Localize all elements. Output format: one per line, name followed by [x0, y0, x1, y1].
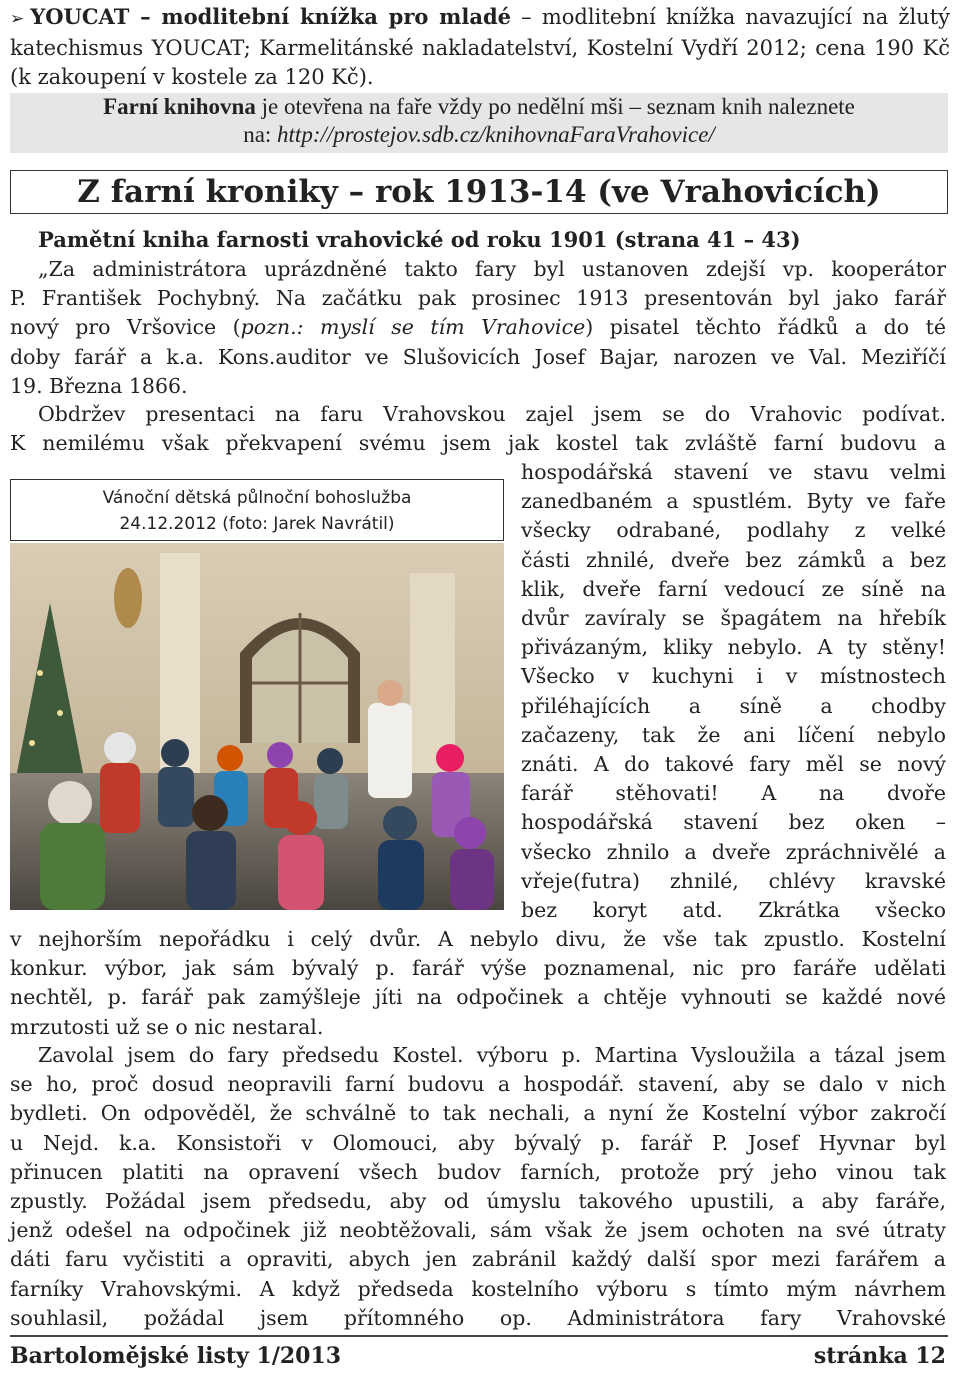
text-line: se ho, proč dosud neopravili farní budovu a hospodář. stavení, aby se dalo v nich [10, 1072, 946, 1097]
paragraph-2-column [521, 458, 946, 925]
text-line: části zhnilé, dveře bez zámků a bez [521, 547, 946, 572]
text-line: K nemilému však překvapení svému jsem jak kostel tak zvláště farní budovu a [10, 431, 946, 456]
text-line: přinucen platiti na opravení všech budov farních, protože prý jeho vinou tak [10, 1159, 946, 1184]
text-line: u Nejd. k.a. Konsistoři v Olomouci, aby bývalý p. farář P. Josef Hyvnar byl [10, 1130, 946, 1155]
library-notice [10, 93, 948, 153]
text-line: „Za administrátora uprázdněné takto fary byl ustanoven zdejší vp. kooperátor [38, 257, 946, 281]
text-line: Obdržev presentaci na faru Vrahovskou zajel jsem se do Vrahovic podívat. [38, 402, 946, 426]
text-line: vřeje(futra) zhnilé, chlévy kravské [521, 868, 946, 893]
photo-caption [10, 479, 504, 541]
text-line: konkur. výbor, jak sám bývalý p. farář výše poznamenal, nic pro faráře udělati [10, 956, 946, 981]
text-line: přiléhajících a síně a chodby [521, 693, 946, 718]
page-number: stránka 12 [813, 1343, 946, 1369]
text-line: souhlasil, požádal jsem přítomného op. Administrátora fary Vrahovské [10, 1305, 946, 1330]
text-line: mrzutosti už se o nic nestaral. [10, 1014, 324, 1039]
paragraph-1 [10, 255, 946, 401]
book-title: YOUCAT – modlitební knížka pro mladé [30, 4, 512, 29]
paragraph-2-end [10, 925, 946, 1042]
caption-line: Vánoční dětská půlnoční bohoslužba [102, 488, 412, 508]
text-line: 19. Března 1866. [10, 373, 188, 398]
text-line: přivázaným, kliky nebylo. A ty stěny! [521, 635, 946, 660]
book-description: – modlitební knížka navazující na žlutý katechismus YOUCAT; Karmelitánské nakladatelství, Kostelní Vydří 2012; cena 190 Kč (k zakoupení v kostele za 120 Kč). [10, 5, 951, 89]
text-line: doby farář a k.a. Kons.auditor ve Slušovicích Josef Bajar, narozen ve Val. Meziříčí [10, 344, 946, 369]
text-line: hospodářská stavení bez oken – [521, 810, 946, 835]
book-notice [10, 2, 950, 92]
text-line: klik, dveře farní vedoucí ze síně na [521, 576, 946, 601]
paragraph-2-start [10, 400, 946, 458]
text-line: dáti faru vyčistiti a opraviti, abych jen zabránil každý další spor mezi farářem a [10, 1247, 946, 1272]
paragraph-3 [10, 1041, 946, 1333]
section-title: Z farní kroniky – rok 1913-14 (ve Vrahovicích) [10, 170, 948, 214]
text-line: dvůr zavíraly se špagátem na hřebík [521, 606, 946, 631]
text-line: zanedbaném a spustlém. Byty ve faře [521, 489, 946, 514]
text-line: bydleti. On odpověděl, že schválně to tak nechali, a nyní že Kostelní výbor zakročí [10, 1101, 946, 1126]
library-url-prefix: na: [243, 122, 278, 147]
text-line: farář stěhovati! A na dvoře [521, 781, 946, 806]
text-line: Všecko v kuchyni i v místnostech [521, 664, 946, 689]
text-span: nový pro Vršovice ( [10, 315, 241, 340]
text-line: všecky odrabané, podlahy z velké [521, 518, 946, 543]
text-line [10, 313, 946, 342]
library-url-link[interactable]: http://prostejov.sdb.cz/knihovnaFaraVrahovice/ [277, 122, 715, 147]
text-line: jenž odešel na odpočinek již neobtěžovali, sám však že jsem ochoten na své útraty [10, 1218, 946, 1243]
library-label: Farní knihovna [103, 94, 256, 119]
church-photo [10, 543, 504, 910]
text-line: znáti. A do takové fary měl se nový [521, 752, 946, 777]
text-line: Zavolal jsem do fary předsedu Kostel. výboru p. Martina Vysloužila a tázal jsem [38, 1043, 946, 1067]
note-text: pozn.: myslí se tím Vrahovice [240, 315, 586, 340]
text-line: farníky Vrahovskými. A když předseda kostelního výboru s tímto mým návrhem [10, 1276, 946, 1301]
text-line: všecko zhnilo a dveře zpráchnivělé a [521, 839, 946, 864]
text-line: začazeny, tak že ani líčení nebylo [521, 722, 946, 747]
caption-line: 24.12.2012 (foto: Jarek Navrátil) [119, 514, 395, 534]
arrow-bullet-icon: ➢ [10, 9, 25, 29]
text-line: P. František Pochybný. Na začátku pak prosinec 1913 presentován byl jako farář [10, 286, 946, 311]
text-line: hospodářská stavení ve stavu velmi [521, 460, 946, 484]
text-span: ) pisatel těchto řádků a do té [585, 315, 946, 340]
publication-name: Bartolomějské listy 1/2013 [10, 1343, 342, 1369]
text-line: v nejhorším nepořádku i celý dvůr. A nebylo divu, že vše tak zpustlo. Kostelní [10, 927, 946, 951]
library-text: je otevřena na faře vždy po nedělní mši – seznam knih naleznete [255, 94, 855, 119]
footer-divider [10, 1335, 948, 1337]
text-line: zpustly. Požádal jsem předsedu, aby od úmyslu takového upustili, a aby faráře, [10, 1189, 946, 1214]
text-line: nechtěl, p. farář pak zamýšleje jíti na odpočinek a chtěje vyhnouti se každé nové [10, 985, 946, 1010]
chronicle-subtitle: Pamětní kniha farnosti vrahovické od roku 1901 (strana 41 – 43) [38, 227, 801, 252]
text-line: bez koryt atd. Zkrátka všecko [521, 898, 946, 923]
